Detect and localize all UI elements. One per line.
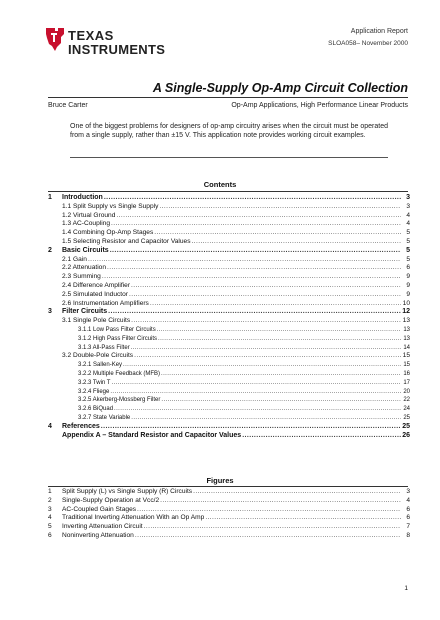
contents-rule [48, 191, 408, 192]
toc-label: 1.4 Combining Op-Amp Stages [62, 229, 154, 237]
toc-entry[interactable] [48, 405, 410, 414]
toc-page: 17 [403, 379, 410, 386]
toc-leader-dots [114, 405, 401, 414]
toc-entry[interactable] [48, 273, 410, 282]
toc-page: 5 [406, 255, 410, 263]
figures-heading: Figures [206, 476, 234, 485]
table-of-contents [48, 194, 410, 440]
figure-number: 1 [48, 488, 52, 495]
toc-leader-dots [116, 212, 401, 221]
toc-label: Filter Circuits [62, 308, 108, 316]
toc-page: 24 [403, 406, 410, 413]
toc-entry[interactable] [48, 423, 410, 432]
report-id: SLOA058– November 2000 [328, 40, 408, 47]
toc-label: 3.2.7 State Variable [78, 414, 131, 421]
toc-leader-dots [158, 335, 401, 344]
toc-entry[interactable] [48, 352, 410, 361]
toc-entry[interactable] [48, 379, 410, 388]
toc-label: 2.2 Attenuation [62, 264, 106, 272]
toc-entry[interactable] [48, 317, 410, 326]
toc-leader-dots [101, 423, 401, 432]
toc-page: 22 [403, 397, 410, 404]
toc-page: 5 [406, 229, 410, 237]
toc-leader-dots [131, 282, 401, 291]
toc-page: 16 [403, 370, 410, 377]
toc-page: 15 [403, 362, 410, 369]
toc-entry[interactable] [48, 291, 410, 300]
toc-leader-dots [161, 370, 401, 379]
toc-entry[interactable] [48, 282, 410, 291]
toc-label: 2.4 Difference Amplifier [62, 281, 131, 289]
toc-leader-dots [102, 273, 401, 282]
toc-page: 10 [402, 299, 410, 307]
toc-entry[interactable] [48, 414, 410, 423]
figure-page: 3 [406, 488, 410, 495]
figure-entry[interactable] [48, 523, 410, 532]
figure-leader-dots [160, 497, 401, 506]
toc-label: 1.1 Split Supply vs Single Supply [62, 202, 159, 210]
toc-page: 3 [406, 194, 410, 201]
toc-page: 13 [403, 335, 410, 342]
figure-label: Split Supply (L) vs Single Supply (R) Circuits [62, 488, 193, 495]
toc-page: 6 [406, 264, 410, 272]
toc-page: 15 [402, 352, 410, 360]
figure-leader-dots [193, 488, 401, 497]
toc-leader-dots [161, 396, 401, 405]
toc-entry[interactable] [48, 229, 410, 238]
figure-number: 3 [48, 505, 52, 513]
figure-number: 2 [48, 496, 52, 504]
figure-page: 6 [406, 514, 410, 522]
toc-page: 5 [406, 237, 410, 245]
toc-leader-dots [159, 203, 401, 212]
figure-number: 5 [48, 523, 52, 531]
figure-entry[interactable] [48, 497, 410, 506]
toc-entry[interactable] [48, 432, 410, 441]
toc-leader-dots [157, 326, 401, 335]
toc-page: 25 [402, 422, 410, 430]
toc-leader-dots [150, 300, 401, 309]
toc-entry[interactable] [48, 300, 410, 309]
department: Op-Amp Applications, High Performance Linear Products [231, 102, 408, 109]
figure-label: AC-Coupled Gain Stages [62, 505, 137, 513]
logo-text-instruments: INSTRUMENTS [68, 42, 166, 57]
toc-number: 3 [48, 308, 52, 316]
figure-label: Noninverting Attenuation [62, 531, 134, 539]
toc-label: 1.3 AC-Coupling [62, 220, 111, 228]
toc-label: 1.5 Selecting Resistor and Capacitor Values [62, 237, 191, 245]
toc-entry[interactable] [48, 326, 410, 335]
abstract: One of the biggest problems for designers of op-amp circuitry arises when the circuit must be operated from a single supply, rather than ±15 V. This application note provides working circuit examples. [70, 123, 388, 140]
toc-leader-dots [111, 379, 401, 388]
toc-entry[interactable] [48, 212, 410, 221]
toc-page: 14 [403, 344, 410, 351]
ti-logo [44, 26, 166, 58]
figure-label: Traditional Inverting Attenuation With an Op Amp [62, 514, 205, 522]
document-title: A Single-Supply Op-Amp Circuit Collection [152, 81, 408, 95]
toc-entry[interactable] [48, 388, 410, 397]
toc-page: 13 [402, 317, 410, 325]
toc-label: 3.2.5 Akerberg-Mossberg Filter [78, 397, 161, 404]
toc-label: 3.2.3 Twin T [78, 379, 111, 386]
toc-leader-dots [111, 220, 401, 229]
contents-heading: Contents [203, 180, 237, 189]
toc-entry[interactable] [48, 361, 410, 370]
toc-number: 2 [48, 246, 52, 254]
toc-entry[interactable] [48, 264, 410, 273]
toc-page: 25 [403, 414, 410, 421]
toc-label: 3.1.3 All-Pass Filter [78, 344, 130, 351]
figure-label: Inverting Attenuation Circuit [62, 523, 143, 531]
toc-page: 20 [403, 388, 410, 395]
toc-page: 13 [403, 326, 410, 333]
toc-entry[interactable] [48, 238, 410, 247]
figure-page: 8 [406, 531, 410, 539]
toc-leader-dots [88, 256, 401, 265]
figure-number: 6 [48, 531, 52, 539]
figures-rule [48, 486, 408, 487]
toc-leader-dots [110, 247, 401, 256]
toc-entry[interactable] [48, 256, 410, 265]
toc-label: 2.6 Instrumentation Amplifiers [62, 299, 149, 307]
toc-label: 2.1 Gain [62, 255, 87, 263]
toc-page: 3 [406, 202, 410, 210]
toc-leader-dots [108, 308, 401, 317]
toc-entry[interactable] [48, 203, 410, 212]
toc-leader-dots [154, 229, 401, 238]
toc-page: 4 [406, 211, 410, 219]
toc-number: 4 [48, 422, 52, 430]
figure-leader-dots [205, 514, 401, 523]
figure-entry[interactable] [48, 514, 410, 523]
figure-page: 6 [406, 505, 410, 513]
toc-leader-dots [131, 344, 401, 353]
toc-label: 3.2.6 BiQuad [78, 406, 114, 413]
report-type: Application Report [350, 28, 408, 35]
figure-leader-dots [135, 532, 401, 541]
title-rule [48, 97, 408, 98]
toc-label: 3.1 Single Pole Circuits [62, 317, 131, 325]
toc-entry[interactable] [48, 335, 410, 344]
toc-label: References [62, 422, 100, 430]
toc-entry[interactable] [48, 396, 410, 405]
figure-page: 4 [406, 496, 410, 504]
toc-leader-dots [110, 388, 401, 397]
figure-entry[interactable] [48, 532, 410, 541]
toc-label: 3.1.2 High Pass Filter Circuits [78, 335, 158, 342]
abstract-rule [70, 157, 388, 158]
author: Bruce Carter [48, 102, 88, 109]
toc-page: 12 [402, 308, 410, 316]
toc-label: 3.2.4 Fliege [78, 388, 110, 395]
toc-label: Basic Circuits [62, 246, 109, 254]
toc-entry[interactable] [48, 220, 410, 229]
toc-page: 9 [406, 281, 410, 289]
page-number: 1 [404, 585, 408, 592]
toc-label: 3.1.1 Low Pass Filter Circuits [78, 326, 156, 333]
toc-leader-dots [107, 264, 401, 273]
toc-page: 26 [402, 431, 410, 439]
toc-label: Appendix A – Standard Resistor and Capacitor Values [62, 431, 242, 439]
toc-label: 3.2 Double-Pole Circuits [62, 352, 134, 360]
toc-entry[interactable] [48, 247, 410, 256]
toc-leader-dots [131, 414, 401, 423]
figure-entry[interactable] [48, 488, 410, 497]
figure-page: 7 [406, 523, 410, 531]
toc-entry[interactable] [48, 308, 410, 317]
toc-leader-dots [134, 352, 401, 361]
list-of-figures [48, 488, 410, 541]
figure-label: Single-Supply Operation at Vcc/2 [62, 496, 160, 504]
figure-entry[interactable] [48, 506, 410, 515]
toc-label: 2.3 Summing [62, 273, 101, 281]
texas-state-icon [44, 26, 66, 52]
toc-entry[interactable] [48, 344, 410, 353]
toc-page: 5 [406, 246, 410, 254]
toc-leader-dots [104, 194, 401, 203]
toc-entry[interactable] [48, 370, 410, 379]
figure-number: 4 [48, 514, 52, 522]
toc-label: 3.2.2 Multiple Feedback (MFB) [78, 370, 161, 377]
toc-label: Introduction [62, 194, 103, 201]
toc-page: 9 [406, 273, 410, 281]
toc-entry[interactable] [48, 194, 410, 203]
toc-leader-dots [129, 291, 401, 300]
logo-text-texas: TEXAS [68, 28, 114, 43]
toc-leader-dots [131, 317, 401, 326]
figure-leader-dots [144, 523, 401, 532]
toc-label: 1.2 Virtual Ground [62, 211, 116, 219]
figure-leader-dots [137, 506, 401, 515]
toc-leader-dots [242, 432, 401, 441]
toc-leader-dots [123, 361, 401, 370]
toc-label: 2.5 Simulated Inductor [62, 290, 128, 298]
toc-number: 1 [48, 194, 52, 201]
toc-page: 4 [406, 220, 410, 228]
toc-label: 3.2.1 Sallen-Key [78, 362, 123, 369]
toc-leader-dots [192, 238, 401, 247]
toc-page: 9 [406, 290, 410, 298]
